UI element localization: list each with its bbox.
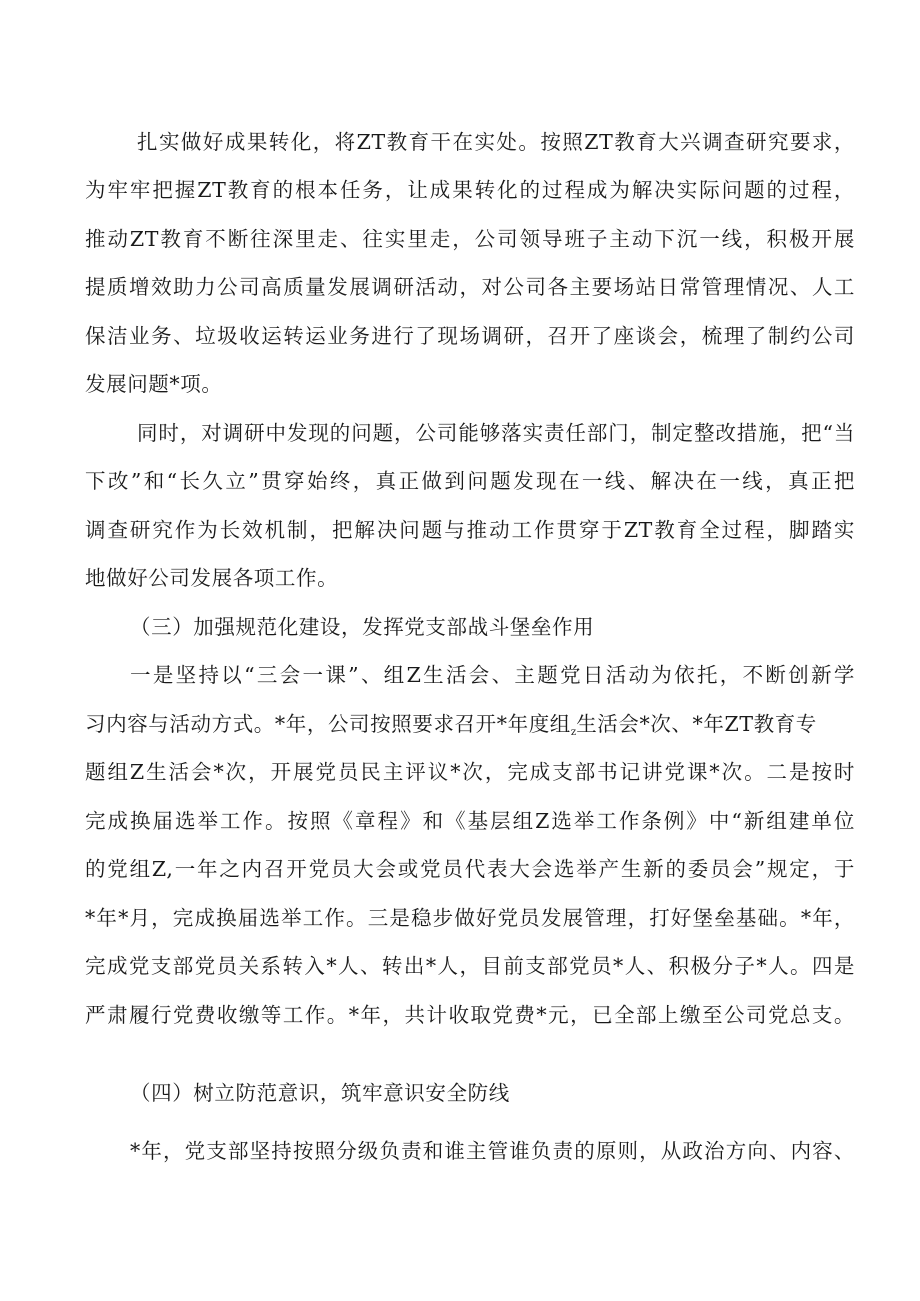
paragraph-2-line-4: 地做好公司发展各项工作。 [85,566,339,590]
paragraph-3-line-4: 完成换届选举工作。按照《章程》和《基层组Z选举工作条例》中“新组建单位 [85,809,855,833]
subscript-char: z [570,727,577,738]
paragraph-3-line-2 [85,710,855,738]
section-heading-4: （四）树立防范意识，筑牢意识安全防线 [130,1081,510,1105]
paragraph-3-line-2-part-2: 生活会*次、*年ZT教育专 [576,712,817,736]
paragraph-2-line-2: 下改”和“长久立”贯穿始终，真正做到问题发现在一线、解决在一线，真正把 [85,469,855,493]
paragraph-1-line-3: 推动ZT教育不断往深里走、往实里走，公司领导班子主动下沉一线，积极开展 [85,227,855,251]
paragraph-2-line-3: 调查研究作为长效机制，把解决问题与推动工作贯穿于ZT教育全过程，脚踏实 [85,518,855,542]
paragraph-2-line-1: 同时，对调研中发现的问题，公司能够落实责任部门，制定整改措施，把“当 [137,421,855,445]
paragraph-1-line-1: 扎实做好成果转化，将ZT教育干在实处。按照ZT教育大兴调查研究要求， [137,130,855,154]
paragraph-3-line-8: 严肃履行党费收缴等工作。*年，共计收取党费*元，已全部上缴至公司党总支。 [85,1003,855,1027]
paragraph-1-line-4: 提质增效助力公司高质量发展调研活动，对公司各主要场站日常管理情况、人工 [85,275,855,299]
paragraph-3-line-1: 一是坚持以“三会一课”、组Z生活会、主题党日活动为依托，不断创新学 [130,663,855,687]
paragraph-3-line-2-part-1: 习内容与活动方式。*年，公司按照要求召开*年度组 [85,712,571,736]
paragraph-3-line-7: 完成党支部党员关系转入*人、转出*人，目前支部党员*人、积极分子*人。四是 [85,954,855,978]
paragraph-3-line-3: 题组Z生活会*次，开展党员民主评议*次，完成支部书记讲党课*次。二是按时 [85,760,855,784]
paragraph-1-line-6: 发展问题*项。 [85,372,223,396]
paragraph-3-line-5: 的党组Z,一年之内召开党员大会或党员代表大会选举产生新的委员会”规定，于 [85,857,855,881]
paragraph-4-line-1: *年，党支部坚持按照分级负责和谁主管谁负责的原则，从政治方向、内容、 [130,1139,855,1163]
section-heading-3: （三）加强规范化建设，发挥党支部战斗堡垒作用 [130,615,595,639]
paragraph-3-line-6: *年*月，完成换届选举工作。三是稳步做好党员发展管理，打好堡垒基础。*年， [85,906,855,930]
paragraph-1-line-2: 为牢牢把握ZT教育的根本任务，让成果转化的过程成为解决实际问题的过程， [85,178,855,202]
paragraph-1-line-5: 保洁业务、垃圾收运转运业务进行了现场调研，召开了座谈会，梳理了制约公司 [85,324,855,348]
